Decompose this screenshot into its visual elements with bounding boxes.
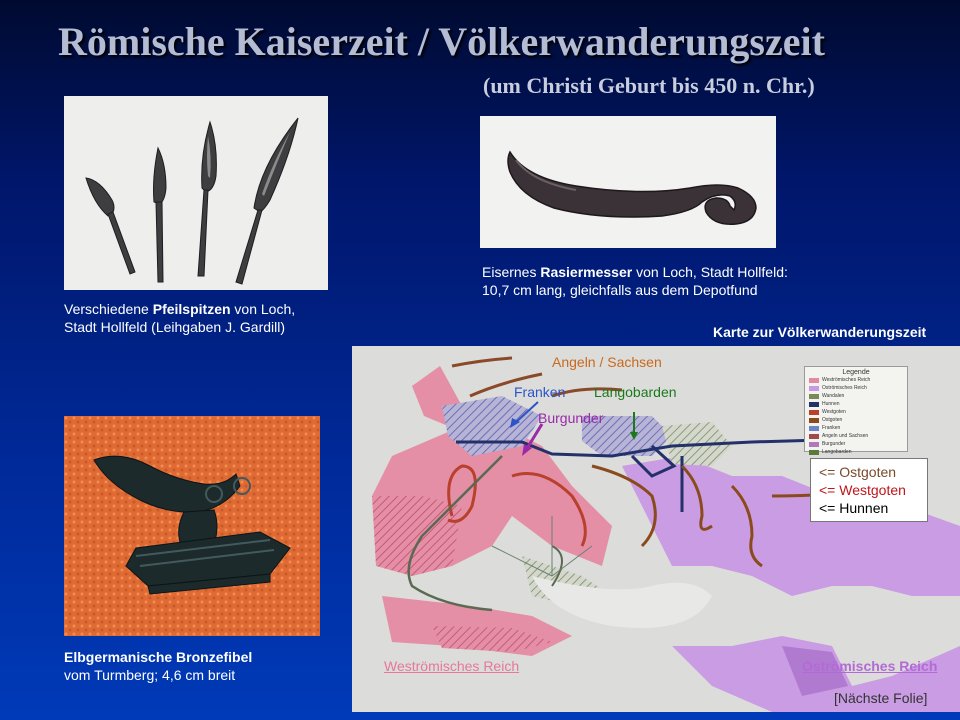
legend-label: Weströmisches Reich: [822, 377, 871, 383]
legend-item: [809, 424, 907, 432]
migration-map: [352, 346, 960, 712]
legend-label: Oströmisches Reich: [822, 385, 867, 391]
slide-title: Römische Kaiserzeit / Völkerwanderungszeit: [58, 19, 825, 64]
legend-title: Legende: [842, 369, 870, 376]
legend-swatch: [809, 386, 819, 391]
legend-swatch: [809, 410, 819, 415]
tribes-key-box: [810, 458, 928, 522]
razor-photo: [480, 116, 776, 248]
legend-label: Westgoten: [822, 409, 846, 415]
east-roman-empire-link[interactable]: Oströmisches Reich: [802, 658, 938, 674]
arrowheads-caption-bold: Pfeilspitzen: [152, 301, 231, 317]
legend-swatch: [809, 394, 819, 399]
legend-item: [809, 392, 907, 400]
label-burgunder: Burgunder: [538, 410, 604, 426]
legend-item: [809, 408, 907, 416]
fibula-photo: [64, 416, 320, 636]
key-westgoten: <= Westgoten: [819, 482, 906, 498]
map-legend: [804, 366, 908, 455]
legend-item: [809, 448, 907, 456]
legend-swatch: [809, 450, 819, 455]
legend-swatch: [809, 378, 819, 383]
fibula-caption-line2: vom Turmberg; 4,6 cm breit: [64, 667, 236, 683]
legend-swatch: [809, 434, 819, 439]
legend-label: Angeln und Sachsen: [822, 433, 869, 439]
razor-caption-post: von Loch, Stadt Hollfeld:: [632, 264, 788, 280]
legend-label: Ostgoten: [822, 417, 843, 423]
slide-subtitle: (um Christi Geburt bis 450 n. Chr.): [483, 73, 815, 98]
legend-swatch: [809, 442, 819, 447]
razor-caption-line2: 10,7 cm lang, gleichfalls aus dem Depotfund: [482, 282, 758, 298]
razor-caption-bold: Rasiermesser: [540, 264, 633, 280]
key-ostgoten: <= Ostgoten: [819, 464, 897, 480]
legend-label: Langobarden: [822, 449, 852, 455]
fibula-caption-bold: Elbgermanische Bronzefibel: [64, 649, 253, 665]
legend-label: Hunnen: [822, 401, 840, 407]
razor-caption-pre: Eisernes: [482, 264, 541, 280]
key-hunnen: <= Hunnen: [819, 500, 889, 516]
legend-label: Burgunder: [822, 441, 846, 447]
fibula-caption: [64, 648, 252, 684]
razor-caption: [482, 263, 788, 299]
legend-swatch: [809, 426, 819, 431]
legend-item: [809, 416, 907, 424]
legend-label: Franken: [822, 425, 841, 431]
legend-swatch: [809, 418, 819, 423]
arrowheads-caption-post: von Loch,: [230, 301, 296, 317]
label-franken: Franken: [514, 384, 566, 400]
legend-item: [809, 432, 907, 440]
arrowheads-caption: [64, 300, 295, 336]
next-slide-link[interactable]: [Nächste Folie]: [834, 690, 928, 706]
west-roman-empire-link[interactable]: Weströmisches Reich: [384, 658, 520, 674]
legend-label: Wandalen: [822, 393, 845, 399]
legend-item: [809, 376, 907, 384]
label-langobarden: Langobarden: [594, 384, 677, 400]
label-angeln-sachsen: Angeln / Sachsen: [552, 354, 662, 370]
map-title: Karte zur Völkerwanderungszeit: [713, 324, 927, 340]
arrowheads-caption-pre: Verschiedene: [64, 301, 153, 317]
legend-item: [809, 440, 907, 448]
arrowheads-caption-line2: Stadt Hollfeld (Leihgaben J. Gardill): [64, 319, 286, 335]
legend-swatch: [809, 402, 819, 407]
legend-item: [809, 400, 907, 408]
arrowheads-photo: [64, 96, 328, 290]
legend-item: [809, 384, 907, 392]
